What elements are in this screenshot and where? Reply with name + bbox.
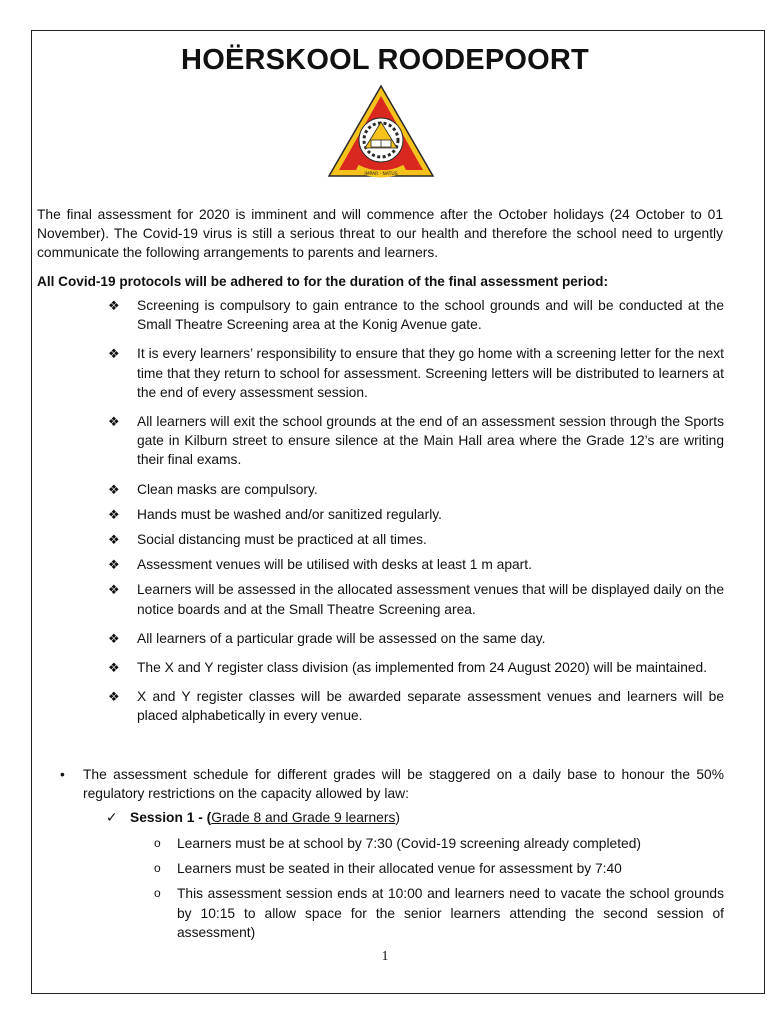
school-crest-logo	[327, 84, 435, 184]
list-item: o Learners must be seated in their allocated venue for assessment by 7:40	[152, 859, 724, 878]
list-item: ❖ Assessment venues will be utilised with desks at least 1 m apart.	[108, 555, 724, 574]
schedule-item: • The assessment schedule for different grades will be staggered on a daily base to honour the 50% regulatory restrictions on the capacity allowed by law:	[60, 767, 724, 802]
list-item: ❖ All learners will exit the school grounds at the end of an assessment session through the Sports gate in Kilburn street to ensure silence at the Main Hall area where the Grade 12’s are writing their final exams.	[108, 414, 724, 468]
page-title: HOËRSKOOL ROODEPOORT	[181, 44, 589, 76]
circle-bullet-icon: o	[154, 861, 161, 876]
protocols-list	[108, 296, 724, 726]
intro-paragraph: The final assessment for 2020 is imminent and will commence after the October holidays (24 October to 01 November). The Covid-19 virus is still a serious threat to our health and therefore the school need to urgently communicate the following arrangements to parents and learners.	[37, 207, 723, 260]
diamond-bullet-icon: ❖	[108, 346, 120, 362]
list-item: o Learners must be at school by 7:30 (Covid-19 screening already completed)	[152, 834, 724, 853]
list-item: ❖ Social distancing must be practiced at all times.	[108, 530, 724, 549]
checkmark-icon: ✓	[106, 810, 118, 825]
diamond-bullet-icon: ❖	[108, 414, 120, 430]
list-item: o This assessment session ends at 10:00 and learners need to vacate the school grounds by 10:15 to allow space for the senior learners attending the second session of assessment)	[154, 886, 724, 940]
circle-bullet-icon: o	[154, 836, 161, 850]
list-item: ❖ The X and Y register class division (as implemented from 24 August 2020) will be maintained.	[108, 658, 724, 677]
list-item: ❖ All learners of a particular grade will be assessed on the same day.	[108, 629, 724, 648]
session-1-list	[152, 834, 724, 942]
page-number: 1	[381, 949, 389, 964]
svg-text:IMPAR · NATUS: IMPAR · NATUS	[364, 172, 398, 177]
circle-bullet-icon: o	[154, 886, 161, 901]
diamond-bullet-icon: ❖	[108, 630, 120, 646]
list-item: ❖ Learners will be assessed in the allocated assessment venues that will be displayed daily on the notice boards and at the Small Theatre Screening area.	[108, 582, 724, 617]
list-item: ❖ Screening is compulsory to gain entrance to the school grounds and will be conducted at the Small Theatre Screening area at the Konig Avenue gate.	[108, 298, 724, 333]
diamond-bullet-icon: ❖	[108, 481, 120, 497]
list-item: ❖ Clean masks are compulsory.	[108, 480, 724, 499]
diamond-bullet-icon: ❖	[108, 557, 120, 573]
protocols-heading: All Covid-19 protocols will be adhered to for the duration of the final assessment period:	[37, 274, 609, 289]
session-1-heading: ✓ Session 1 - (Grade 8 and Grade 9 learners)	[106, 810, 400, 825]
diamond-bullet-icon: ❖	[108, 660, 120, 676]
diamond-bullet-icon: ❖	[108, 298, 120, 313]
diamond-bullet-icon: ❖	[108, 532, 120, 548]
list-item: ❖ It is every learners’ responsibility to ensure that they go home with a screening letter for the next time that they return to school for assessment. Screening letters will be distributed to learners at the end of every assessment session.	[108, 346, 724, 400]
diamond-bullet-icon: ❖	[108, 506, 120, 522]
diamond-bullet-icon: ❖	[108, 582, 120, 598]
list-item: ❖ X and Y register classes will be awarded separate assessment venues and learners will be placed alphabetically in every venue.	[108, 689, 724, 724]
list-item: ❖ Hands must be washed and/or sanitized regularly.	[108, 505, 724, 524]
bullet-dot-icon: •	[60, 767, 65, 782]
diamond-bullet-icon: ❖	[108, 689, 120, 705]
